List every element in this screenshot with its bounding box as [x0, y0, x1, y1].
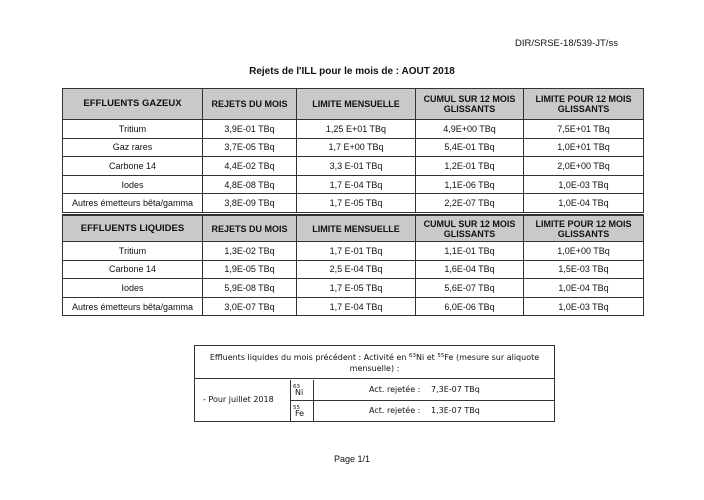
- table-cell: 5,9E-08 TBq: [203, 279, 297, 298]
- page-number: Page 1/1: [333, 454, 371, 464]
- table-cell: 3,7E-05 TBq: [203, 138, 297, 157]
- table-cell: 1,0E+00 TBq: [524, 242, 644, 261]
- table-cell: 4,9E+00 TBq: [416, 120, 524, 139]
- table-cell: 1,0E-03 TBq: [524, 175, 644, 194]
- activity-cell: [314, 380, 554, 401]
- table-row: [63, 242, 644, 261]
- table-cell: 1,7 E-01 TBq: [297, 242, 416, 261]
- table-cell: 1,9E-05 TBq: [203, 260, 297, 279]
- table-cell: 1,1E-01 TBq: [416, 242, 524, 261]
- mass-number: 55: [437, 353, 445, 359]
- isotope-cell: [291, 401, 314, 421]
- table-cell: 7,5E+01 TBq: [524, 120, 644, 139]
- column-header: REJETS DU MOIS: [203, 89, 297, 120]
- table-cell: 1,25 E+01 TBq: [297, 120, 416, 139]
- table-cell: Gaz rares: [63, 138, 203, 157]
- table-cell: 1,0E-04 TBq: [524, 279, 644, 298]
- table-cell: Autres émetteurs bêta/gamma: [63, 297, 203, 316]
- table-cell: 2,0E+00 TBq: [524, 157, 644, 176]
- table-row: [63, 120, 644, 139]
- heading-text: Fe (mesure sur aliquote mensuelle) :: [349, 353, 540, 373]
- table-header-row: [63, 215, 644, 242]
- table-cell: Iodes: [63, 175, 203, 194]
- mass-number: 55: [293, 405, 300, 411]
- liquid-effluents-table: [62, 214, 644, 316]
- table-cell: Iodes: [63, 279, 203, 298]
- table-cell: 6,0E-06 TBq: [416, 297, 524, 316]
- table-row: [63, 194, 644, 213]
- element-symbol: Fe: [295, 409, 305, 418]
- previous-month-heading: [195, 346, 554, 379]
- table-row: [63, 279, 644, 298]
- column-header: CUMUL SUR 12 MOIS GLISSANTS: [416, 215, 524, 242]
- column-header: LIMITE MENSUELLE: [297, 89, 416, 120]
- table-cell: 1,0E+01 TBq: [524, 138, 644, 157]
- page-title: Rejets de l'ILL pour le mois de : AOUT 2018: [249, 66, 455, 77]
- activity-label: Act. rejetée :: [369, 406, 421, 415]
- column-header: EFFLUENTS LIQUIDES: [63, 215, 203, 242]
- table-cell: 3,3 E-01 TBq: [297, 157, 416, 176]
- table-cell: 1,7 E+00 TBq: [297, 138, 416, 157]
- table-cell: 1,2E-01 TBq: [416, 157, 524, 176]
- table-cell: Carbone 14: [63, 157, 203, 176]
- table-row: [63, 297, 644, 316]
- table-cell: 5,6E-07 TBq: [416, 279, 524, 298]
- heading-text: Effluents liquides du mois précédent : Activité en: [209, 353, 409, 362]
- table-header-row: [63, 89, 644, 120]
- period-label: - Pour juillet 2018: [203, 395, 274, 404]
- table-cell: 1,0E-04 TBq: [524, 194, 644, 213]
- table-row: [63, 138, 644, 157]
- table-cell: 1,6E-04 TBq: [416, 260, 524, 279]
- heading-text: Ni et: [415, 353, 438, 362]
- table-cell: 1,5E-03 TBq: [524, 260, 644, 279]
- isotope-cell: [291, 380, 314, 401]
- gaseous-effluents-table: [62, 88, 644, 213]
- table-cell: 1,0E-03 TBq: [524, 297, 644, 316]
- column-header: LIMITE MENSUELLE: [297, 215, 416, 242]
- element-symbol: Ni: [295, 388, 304, 397]
- mass-number: 63: [408, 353, 416, 359]
- column-header: CUMUL SUR 12 MOIS GLISSANTS: [416, 89, 524, 120]
- previous-month-box: [194, 345, 555, 422]
- table-row: [63, 157, 644, 176]
- table-cell: 4,4E-02 TBq: [203, 157, 297, 176]
- activity-value: 7,3E-07 TBq: [431, 385, 480, 394]
- table-row: [63, 175, 644, 194]
- table-cell: 5,4E-01 TBq: [416, 138, 524, 157]
- column-header: LIMITE POUR 12 MOIS GLISSANTS: [524, 215, 644, 242]
- mass-number: 63: [293, 384, 300, 390]
- activity-value: 1,3E-07 TBq: [431, 406, 480, 415]
- activity-cell: [314, 401, 554, 421]
- table-cell: Autres émetteurs bêta/gamma: [63, 194, 203, 213]
- period-cell: [195, 380, 291, 421]
- table-cell: 1,3E-02 TBq: [203, 242, 297, 261]
- document-reference: DIR/SRSE-18/539-JT/ss: [515, 38, 618, 49]
- table-cell: Carbone 14: [63, 260, 203, 279]
- table-cell: Tritium: [63, 242, 203, 261]
- column-header: REJETS DU MOIS: [203, 215, 297, 242]
- table-cell: 1,7 E-04 TBq: [297, 297, 416, 316]
- table-cell: Tritium: [63, 120, 203, 139]
- table-cell: 1,1E-06 TBq: [416, 175, 524, 194]
- table-cell: 3,9E-01 TBq: [203, 120, 297, 139]
- table-cell: 2,5 E-04 TBq: [297, 260, 416, 279]
- table-cell: 1,7 E-04 TBq: [297, 175, 416, 194]
- table-cell: 3,8E-09 TBq: [203, 194, 297, 213]
- table-cell: 3,0E-07 TBq: [203, 297, 297, 316]
- activity-label: Act. rejetée :: [369, 385, 421, 394]
- table-cell: 1,7 E-05 TBq: [297, 279, 416, 298]
- column-header: EFFLUENTS GAZEUX: [63, 89, 203, 120]
- table-row: [63, 260, 644, 279]
- column-header: LIMITE POUR 12 MOIS GLISSANTS: [524, 89, 644, 120]
- table-cell: 1,7 E-05 TBq: [297, 194, 416, 213]
- table-cell: 2,2E-07 TBq: [416, 194, 524, 213]
- table-cell: 4,8E-08 TBq: [203, 175, 297, 194]
